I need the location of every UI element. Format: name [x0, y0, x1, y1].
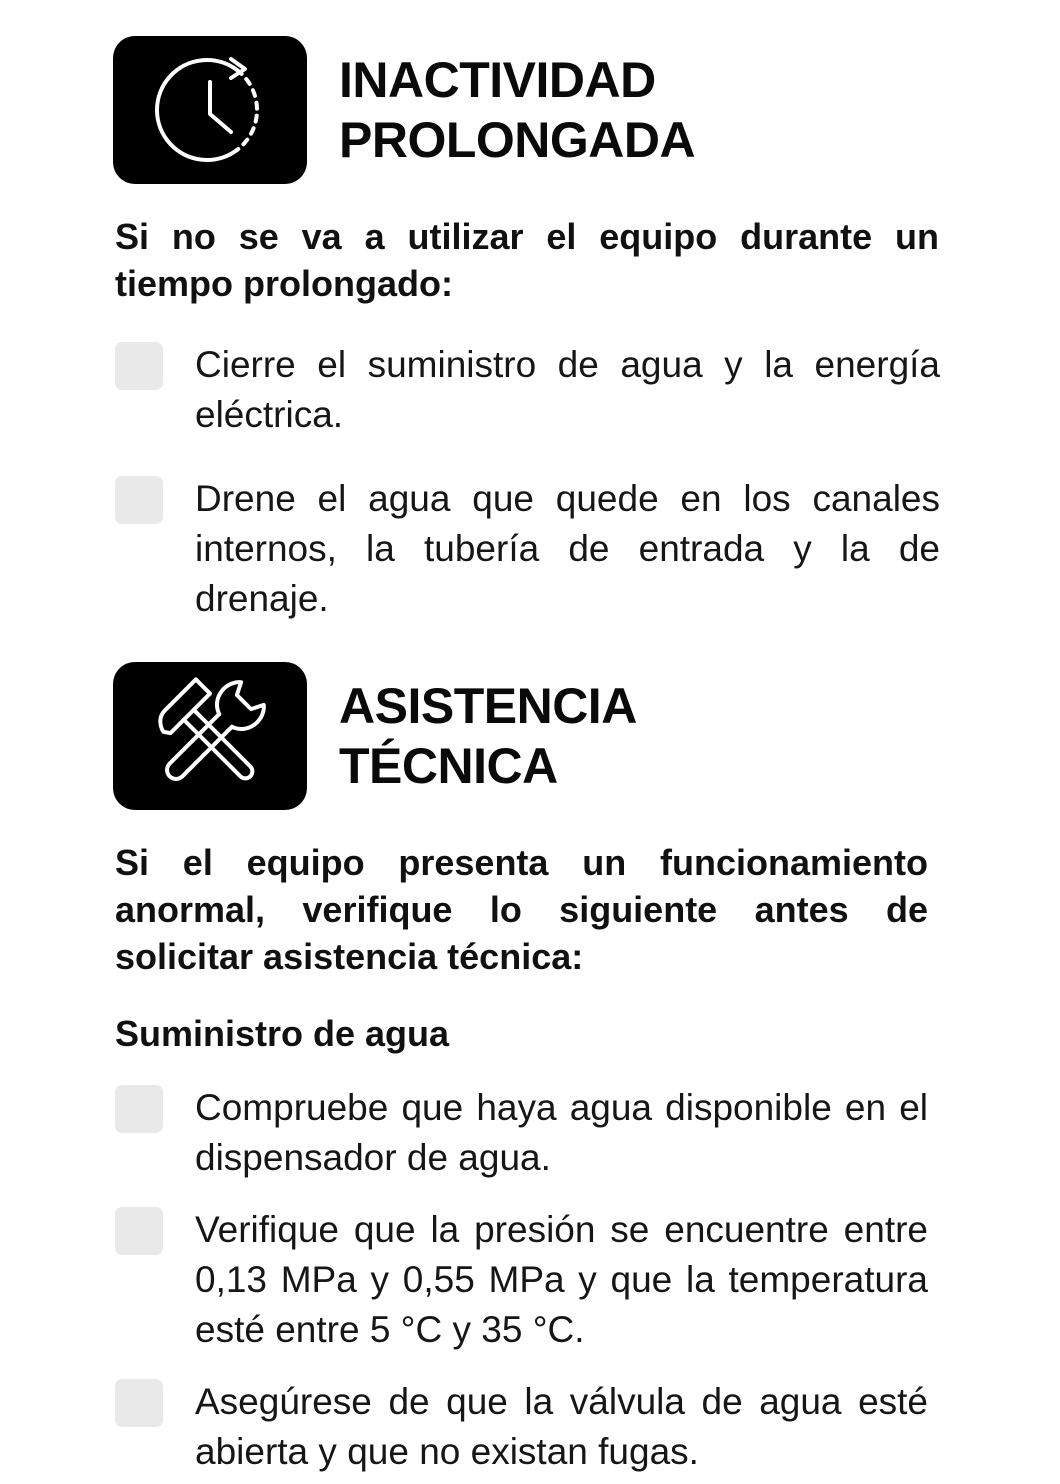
checklist-item-text: Drene el agua que quede en los canales internos, la tubería de entrada y la de drenaje.: [195, 478, 940, 619]
checklist-item-text: Asegúrese de que la válvula de agua esté abierta y que no existan fugas.: [195, 1381, 928, 1472]
section-title-line: INACTIVIDAD: [339, 52, 656, 108]
checkbox[interactable]: [115, 342, 163, 390]
checklist-item: [115, 1205, 928, 1355]
checklist-item: [115, 474, 940, 624]
checklist-item: [115, 1083, 928, 1183]
section-title: [339, 50, 695, 170]
section-header-inactividad: [113, 36, 695, 184]
clock-icon: [113, 36, 307, 184]
checkbox[interactable]: [115, 476, 163, 524]
section-intro: Si el equipo presenta un funcionamiento anormal, verifique lo siguiente antes de solicitar asistencia técnica:: [115, 842, 928, 977]
checklist-item: [115, 340, 940, 440]
section-title-line: ASISTENCIA: [339, 678, 637, 734]
section-title-line: TÉCNICA: [339, 738, 558, 794]
section-header-asistencia: [113, 662, 637, 810]
checkbox[interactable]: [115, 1207, 163, 1255]
section-title-line: PROLONGADA: [339, 112, 696, 168]
section-intro: Si no se va a utilizar el equipo durante un tiempo prolongado:: [115, 216, 939, 304]
checklist-item: [115, 1377, 928, 1477]
checkbox[interactable]: [115, 1085, 163, 1133]
checkbox[interactable]: [115, 1379, 163, 1427]
subheading: Suministro de agua: [115, 1013, 450, 1054]
checklist-item-text: Cierre el suministro de agua y la energía eléctrica.: [195, 344, 940, 435]
section-title: [339, 676, 637, 796]
checklist-item-text: Compruebe que haya agua disponible en el dispensador de agua.: [195, 1087, 928, 1178]
checklist-item-text: Verifique que la presión se encuentre entre 0,13 MPa y 0,55 MPa y que la temperatura esté entre 5 °C y 35 °C.: [195, 1209, 928, 1350]
hammer-wrench-icon: [113, 662, 307, 810]
